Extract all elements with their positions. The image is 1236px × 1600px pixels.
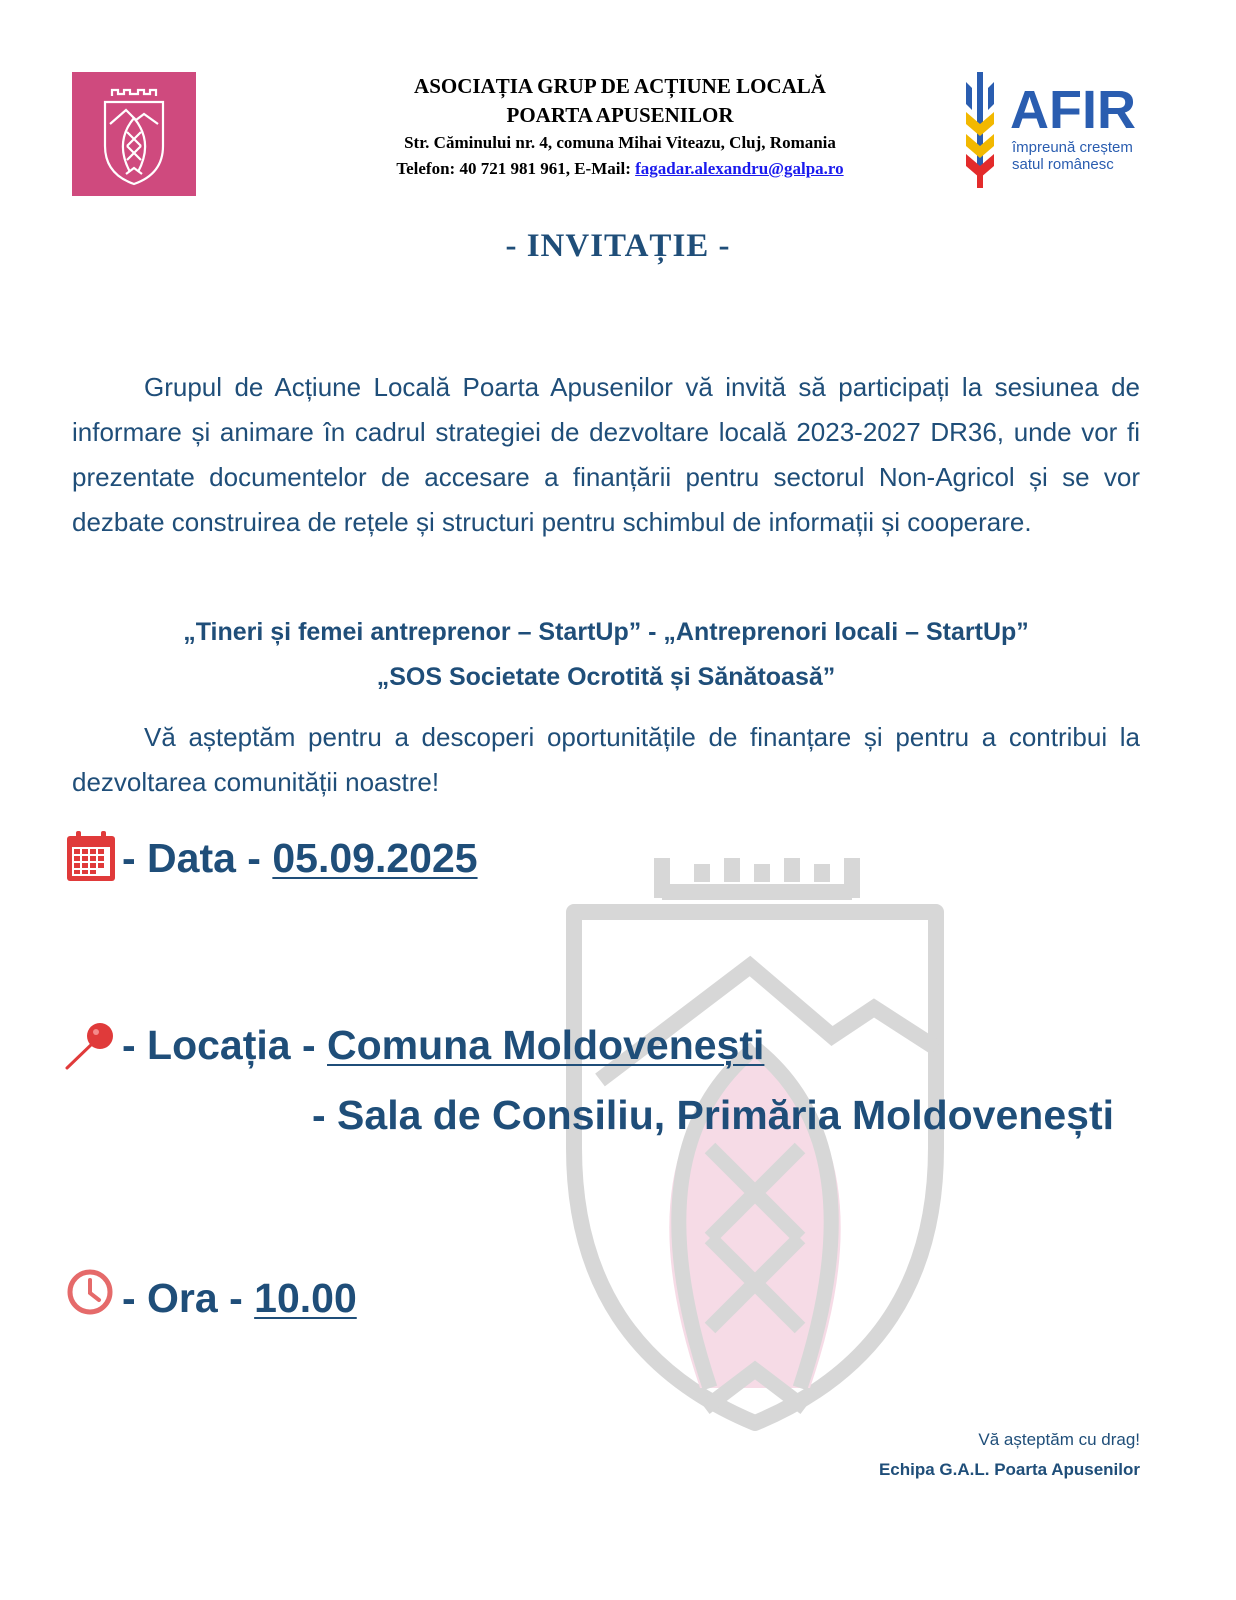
program-line-2: „SOS Societate Ocrotită și Sănătoasă”	[376, 663, 836, 691]
intro-paragraph: Grupul de Acțiune Locală Poarta Apusenilor vă invită să participați la sesiunea de informare și animare în cadrul strategiei de dezvoltare locală 2023-2027 DR36, unde vor fi prezentate documentelor de accesare a finanțării pentru sectorul Non-Agricol și se vor dezbate construirea de rețele și structuri pentru schimbul de informații și cooperare.	[72, 372, 1140, 537]
gal-logo-icon	[72, 72, 196, 196]
footer-greeting: Vă așteptăm cu drag!	[978, 1430, 1140, 1449]
organization-name-line2: POARTA APUSENILOR	[506, 103, 734, 127]
location-value: Comuna Moldovenești	[327, 1022, 765, 1068]
page-title: - INVITAȚIE -	[505, 228, 731, 264]
location-venue: - Sala de Consiliu, Primăria Moldovenești	[312, 1092, 1114, 1138]
date-label: - Data -	[122, 835, 273, 881]
time-value: 10.00	[254, 1275, 357, 1321]
date-row	[122, 835, 478, 882]
location-label: - Locația -	[122, 1022, 328, 1068]
organization-address: Str. Căminului nr. 4, comuna Mihai Viteazu, Cluj, Romania	[404, 133, 836, 152]
email-link[interactable]: fagadar.alexandru@galpa.ro	[635, 159, 844, 178]
phone-text: Telefon: 40 721 981 961, E-Mail:	[396, 159, 636, 178]
pushpin-icon	[64, 1022, 116, 1072]
program-line-1: „Tineri și femei antreprenor – StartUp” - „Antreprenori locali – StartUp”	[183, 618, 1029, 646]
location-row	[122, 1022, 764, 1069]
time-label: - Ora -	[122, 1275, 255, 1321]
afir-slogan-line1: împreună creștem	[1012, 139, 1133, 156]
program-names	[72, 610, 1140, 700]
organization-name-line1: ASOCIAȚIA GRUP DE ACȚIUNE LOCALĂ	[414, 74, 826, 98]
date-value: 05.09.2025	[272, 835, 478, 881]
clock-icon	[66, 1268, 114, 1316]
afir-slogan-line2: satul românesc	[1012, 156, 1114, 173]
closing-paragraph: Vă așteptăm pentru a descoperi oportunitățile de finanțare și pentru a contribui la dezvoltarea comunității noastre!	[72, 722, 1140, 797]
organization-header	[300, 72, 940, 182]
afir-logo-icon	[960, 70, 1160, 200]
time-row	[122, 1275, 357, 1322]
watermark-emblem-icon	[560, 848, 950, 1438]
afir-name-text: AFIR	[1010, 80, 1136, 140]
calendar-icon	[66, 830, 116, 882]
organization-contact	[300, 156, 940, 182]
footer-signature: Echipa G.A.L. Poarta Apusenilor	[878, 1460, 1140, 1479]
